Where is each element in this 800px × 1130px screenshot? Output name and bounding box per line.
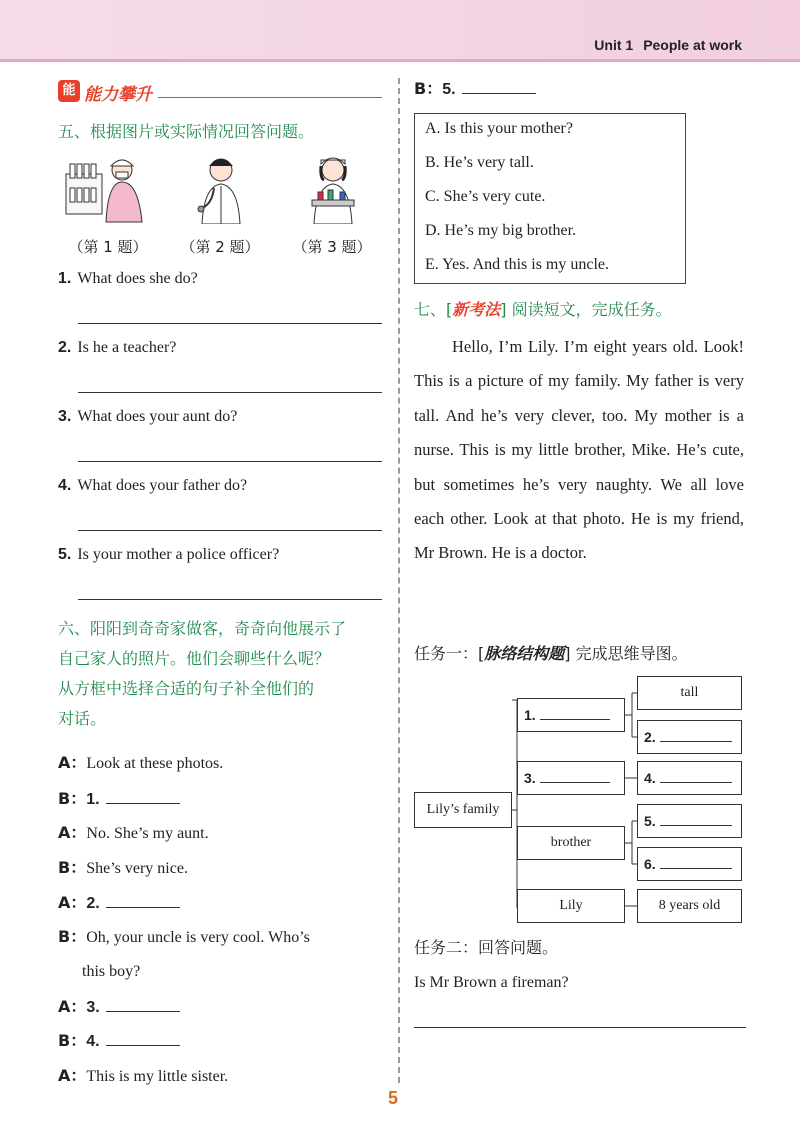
- dialogue-line-3: A：No. She’s my aunt.: [58, 823, 209, 842]
- option-e: E. Yes. And this is my uncle.: [425, 256, 610, 273]
- page-number: 5: [388, 1088, 399, 1108]
- question-2: 2. Is he a teacher?: [58, 339, 177, 356]
- caption-3: （第 3 题）: [292, 238, 372, 256]
- question-3: 3. What does your aunt do?: [58, 408, 238, 425]
- task2-question: Is Mr Brown a fireman?: [414, 974, 569, 991]
- mindmap-node-6[interactable]: 6.: [637, 847, 742, 881]
- picture-row: [58, 152, 382, 262]
- answer-line-2[interactable]: [78, 392, 382, 393]
- mindmap-node-3[interactable]: 3.: [517, 761, 625, 795]
- structure-tag: 脉络结构题: [484, 644, 565, 663]
- dialogue-line-10: A：This is my little sister.: [58, 1066, 229, 1085]
- ability-icon: 能: [58, 80, 80, 102]
- task1-heading: 任务一：[脉络结构题] 完成思维导图。: [414, 644, 688, 663]
- dialogue-line-1: A：Look at these photos.: [58, 753, 224, 772]
- dialogue-line-9: B：4.: [58, 1030, 180, 1053]
- dialogue-line-4: B：She’s very nice.: [58, 858, 188, 877]
- question-5: 5. Is your mother a police officer?: [58, 546, 280, 563]
- dialogue-line-8: A：3.: [58, 996, 180, 1019]
- mindmap-node-2[interactable]: 2.: [637, 720, 742, 754]
- nurse-tray-picture: [288, 152, 378, 224]
- mindmap-node-lily: Lily: [517, 889, 625, 923]
- section6-heading: 六、阳阳到奇奇家做客，奇奇向他展示了 自己家人的照片。他们会聊些什么呢？ 从方框中选择合适的句子补全他们的 对话。: [58, 619, 347, 728]
- mindmap-node-4[interactable]: 4.: [637, 761, 742, 795]
- mindmap-node-1[interactable]: 1.: [517, 698, 625, 732]
- blank-3[interactable]: [106, 998, 180, 1012]
- banner-line: [158, 97, 382, 98]
- blank-2[interactable]: [106, 894, 180, 908]
- column-divider: [398, 78, 400, 1083]
- question-4: 4. What does your father do?: [58, 477, 248, 494]
- unit-topic: People at work: [643, 37, 742, 53]
- new-method-tag: 新考法: [452, 300, 501, 319]
- dialogue-line-7: this boy?: [82, 963, 141, 980]
- dialogue-line-2: B：1.: [58, 788, 180, 811]
- mindmap-node-brother: brother: [517, 826, 625, 860]
- dialogue-line-11: B：5.: [414, 78, 536, 101]
- blank-5[interactable]: [462, 80, 536, 94]
- mindmap-node-age: 8 years old: [637, 889, 742, 923]
- answer-line-4[interactable]: [78, 530, 382, 531]
- task2-answer-line[interactable]: [414, 1027, 746, 1028]
- option-b: B. He’s very tall.: [425, 154, 534, 171]
- blank-4[interactable]: [106, 1032, 180, 1046]
- caption-1: （第 1 题）: [68, 238, 148, 256]
- answer-line-1[interactable]: [78, 323, 382, 324]
- dialogue-line-5: A：2.: [58, 892, 180, 915]
- task2-heading: 任务二：回答问题。: [414, 938, 559, 957]
- answer-line-3[interactable]: [78, 461, 382, 462]
- mindmap-node-5[interactable]: 5.: [637, 804, 742, 838]
- option-d: D. He’s my big brother.: [425, 222, 577, 239]
- reading-passage: Hello, I’m Lily. I’m eight years old. Look! This is a picture of my family. My father is very tall. And he’s very clever, too. My mother is a nurse. This is my little brother, Mike. He’s cute, but sometimes he’s very naughty. We all love each other. Look at that photo. He is my friend, Mr Brown. He is a doctor.: [414, 337, 744, 563]
- banner-title: 能力攀升: [84, 85, 152, 105]
- mindmap-node-tall: tall: [637, 676, 742, 710]
- mindmap-root: Lily’s family: [414, 792, 512, 828]
- options-box: [414, 113, 686, 284]
- blank-1[interactable]: [106, 790, 180, 804]
- dialogue-line-6: B：Oh, your uncle is very cool. Who’s: [58, 927, 310, 946]
- unit-label: Unit 1: [594, 37, 634, 53]
- option-c: C. She’s very cute.: [425, 188, 546, 205]
- nurse-picture: [62, 152, 152, 224]
- section7-heading: 七、[新考法] 阅读短文，完成任务。: [414, 300, 672, 319]
- caption-2: （第 2 题）: [180, 238, 260, 256]
- unit-title: [594, 37, 742, 53]
- section-banner: [58, 80, 382, 106]
- section5-heading: 五、根据图片或实际情况回答问题。: [58, 122, 315, 141]
- answer-line-5[interactable]: [78, 599, 382, 600]
- option-a: A. Is this your mother?: [425, 120, 573, 137]
- doctor-picture: [176, 152, 266, 224]
- question-1: 1. What does she do?: [58, 270, 198, 287]
